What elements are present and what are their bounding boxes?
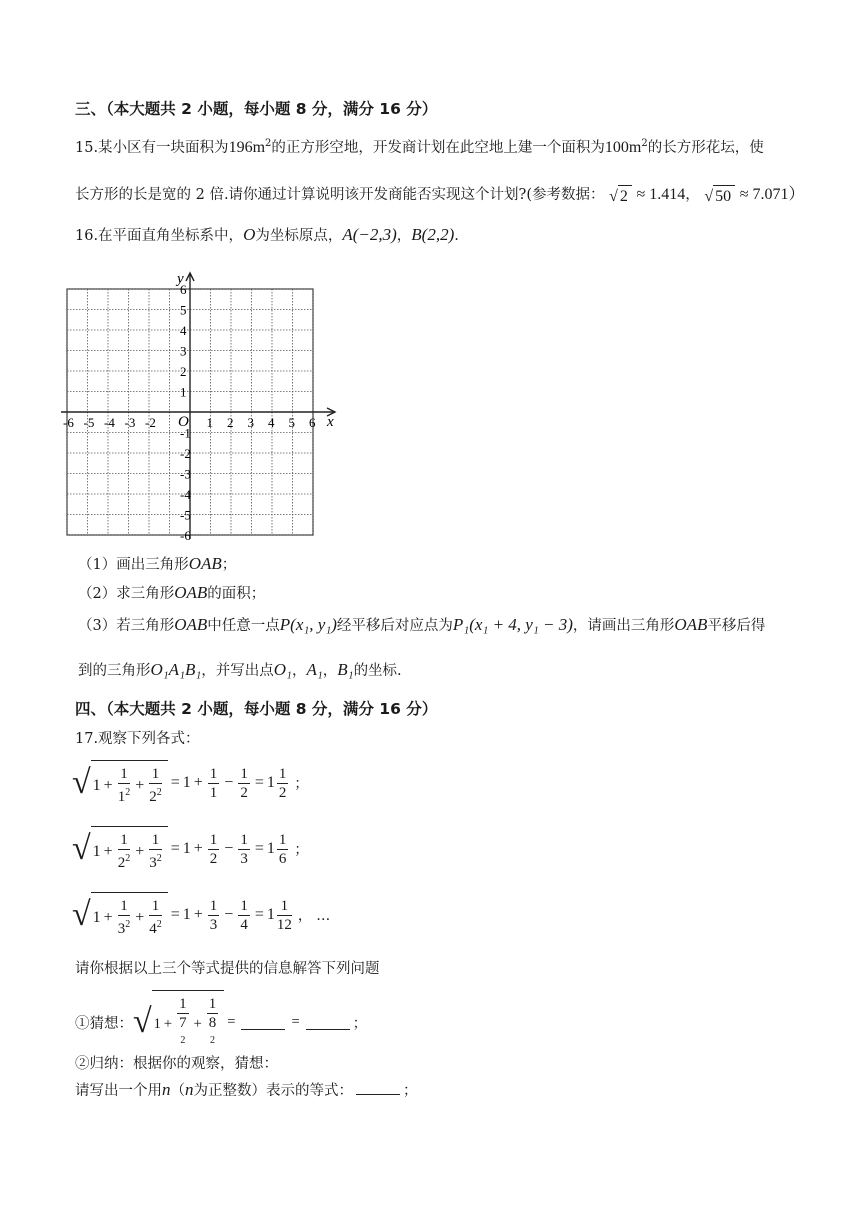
y-tick-label: -5: [180, 507, 191, 523]
radical: √ 1 + $\frac{1}{3^2}$ + $\frac{1}{4^2}$: [72, 892, 168, 938]
y-tick-label: -2: [180, 446, 191, 461]
y-tick-label: 1: [180, 384, 187, 400]
answer-blank-3[interactable]: [356, 1080, 400, 1095]
q16-part3-line1: （3）若三角形OAB中任意一点P(x₁, y₁)经平移后对应点为P₁(x₁ + 4, y₁ − 3)，请画出三角形OAB平移后得: [78, 615, 766, 634]
equation-3: √ 1 + $\frac{1}{3^2}$ + $\frac{1}{4^2}$ = 1 + $\frac{1}{3}$ − $\frac{1}{4}$ = 1 $\frac{1}{12}$ ， …: [72, 892, 330, 938]
q16-part3-line2: 到的三角形O₁A₁B₁，并写出点O₁，A₁，B₁的坐标.: [78, 660, 402, 679]
q16-line: 16.在平面直角坐标系中，O为坐标原点，A(−2,3)，B(2,2).: [75, 225, 459, 244]
fraction: $\frac{1}{6}$: [278, 831, 287, 867]
q16-part1: （1）画出三角形OAB；: [78, 554, 237, 573]
equation-2: √ 1 + $\frac{1}{2^2}$ + $\frac{1}{3^2}$ = 1 + $\frac{1}{2}$ − $\frac{1}{3}$ = 1 $\frac{1}{6}$ ；: [72, 826, 308, 872]
fraction: $\frac{1}{4}$: [240, 897, 248, 933]
q17-guess: ①猜想： √ 1 + 1 7 $^2$ + 1 8 $^2$ = = ；: [75, 990, 367, 1054]
q16-part2: （2）求三角形OAB的面积；: [78, 583, 266, 602]
x-tick-label: 2: [227, 415, 234, 430]
q17-info: 请你根据以上三个等式提供的信息解答下列问题: [75, 961, 380, 977]
section-3-heading: 三、（本大题共 2 小题，每小题 8 分，满分 16 分）: [75, 100, 438, 118]
fraction: $\frac{1}{12}$: [276, 897, 292, 933]
y-tick-label: -4: [180, 487, 191, 502]
answer-blank-2[interactable]: [306, 1015, 350, 1030]
x-tick-label: 6: [309, 415, 316, 430]
x-axis-label: x: [327, 414, 334, 430]
y-tick-label: 2: [180, 364, 187, 379]
axes: [61, 273, 335, 539]
x-tick-label: 4: [268, 415, 275, 430]
fraction: $\frac{1}{4^2}$: [149, 898, 162, 937]
x-tick-label: -5: [83, 415, 95, 430]
x-tick-label: 3: [247, 415, 254, 430]
fraction: $\frac{1}{3^2}$: [117, 898, 131, 937]
x-tick-label: -6: [63, 415, 74, 430]
radical: √ 1 + $\frac{1}{1^2}$ + $\frac{1}{2^2}$: [72, 760, 168, 806]
fraction: $\frac{1}{1^2}$: [117, 766, 131, 805]
fraction: $\frac{1}{2}$: [278, 765, 287, 801]
answer-blank-1[interactable]: [241, 1015, 285, 1030]
x-tick-label: -2: [145, 415, 156, 430]
fraction: $\frac{1}{3}$: [209, 897, 218, 933]
coordinate-grid: [63, 255, 348, 555]
origin-label: O: [178, 414, 189, 430]
q15-line1: 15.某小区有一块面积为$196m^2$的正方形空地，开发商计划在此空地上建一个面积为$100m^2$的长方形花坛，使: [75, 138, 764, 156]
equation-1: √ 1 + $\frac{1}{1^2}$ + $\frac{1}{2^2}$ = 1 + $\frac{1}{1}$ − $\frac{1}{2}$ = 1 $\frac{1}{2}$ ；: [72, 760, 308, 806]
section-4-heading: 四、（本大题共 2 小题，每小题 8 分，满分 16 分）: [75, 700, 438, 718]
x-tick-label: 5: [288, 415, 295, 430]
fraction: $\frac{1}{3}$: [240, 831, 248, 867]
y-tick-label: 5: [180, 302, 187, 318]
x-tick-label: -3: [124, 415, 136, 430]
q17-write: 请写出一个用n（n为正整数）表示的等式： ；: [75, 1080, 418, 1099]
y-tick-label: -6: [180, 528, 191, 543]
fraction: $\frac{1}{2^2}$: [117, 832, 131, 871]
fraction: $\frac{1}{2}$: [209, 831, 218, 867]
y-tick-label: 3: [180, 343, 187, 359]
x-tick-label: 1: [206, 415, 213, 430]
fraction: $\frac{1}{1}$: [209, 765, 218, 801]
fraction: $\frac{1}{3^2}$: [149, 832, 162, 871]
y-tick-label: 6: [180, 282, 187, 297]
y-tick-label: 4: [180, 323, 187, 338]
tick-labels: [63, 271, 334, 543]
y-tick-label: -1: [180, 425, 191, 441]
radical: √ 1 + $\frac{1}{2^2}$ + $\frac{1}{3^2}$: [72, 826, 168, 872]
fraction: $\frac{1}{2^2}$: [149, 766, 162, 805]
y-tick-label: -3: [180, 466, 191, 482]
x-tick-label: -4: [104, 415, 115, 430]
y-axis-label: y: [177, 271, 184, 287]
q15-line2: 长方形的长是宽的 2 倍.请你通过计算说明该开发商能否实现这个计划?(参考数据： √ 2 ≈ 1.414， √ 50 ≈ 7.071）: [75, 186, 805, 205]
q17-induce: ②归纳：根据你的观察，猜想：: [75, 1056, 278, 1072]
q17-intro: 17.观察下列各式：: [75, 731, 200, 747]
fraction: $\frac{1}{2}$: [240, 765, 248, 801]
